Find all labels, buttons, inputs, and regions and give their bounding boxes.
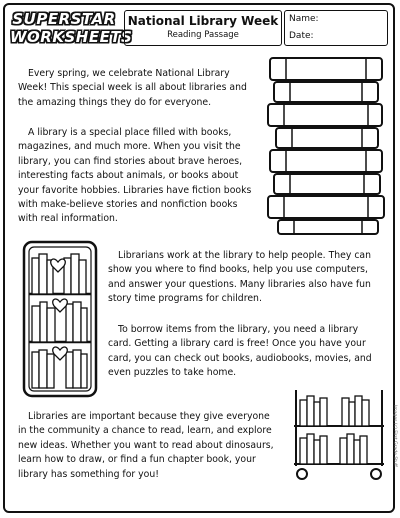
name-label: Name: [289,14,319,24]
title-box [124,10,282,46]
name-date-box [284,10,388,46]
page-subtitle: Reading Passage [167,30,239,40]
paragraph-5: Libraries are important because they give everyone in the community a chance to read, learn, and explore new ideas. Whether you want to read about dinosaurs, learn how to draw, or find a fun chapter book, your library has something for you! [18,411,274,480]
date-field[interactable] [289,31,314,41]
paragraph-3: Librarians work at the library to help people. They can show you where to find books, help you use computers, and answer your questions. Many libraries also have fun story time programs for children. [108,250,372,305]
book-cart-icon [290,386,388,482]
logo-line-2: WORKSHEETS [10,28,133,46]
paragraph-4: To borrow items from the library, you need a library card. Getting a library card is free! Once you have your card, you can check out books, audiobooks, movies, and even puzzles to take home. [108,324,372,379]
paragraph-2: A library is a special place filled with books, magazines, and much more. When you visit the library, you can find stories about brave heroes, interesting facts about animals, or books about your favorite hobbies. Libraries have fiction books with make-believe stories and nonfiction books with real information. [18,127,252,225]
date-label: Date: [289,31,314,41]
superstar-worksheets-logo [10,10,133,48]
image-credit: Images (c) First Grade Stuff [392,405,397,467]
paragraph-1: Every spring, we celebrate National Library Week! This special week is all about libraries and the amazing things they do for everyone. [18,68,247,108]
page-title: National Library Week [127,14,279,28]
bookshelf-hearts-icon [22,240,98,398]
name-field[interactable] [289,14,319,24]
book-stack-icon [264,56,388,236]
logo-line-1: SUPERSTAR [12,10,116,28]
